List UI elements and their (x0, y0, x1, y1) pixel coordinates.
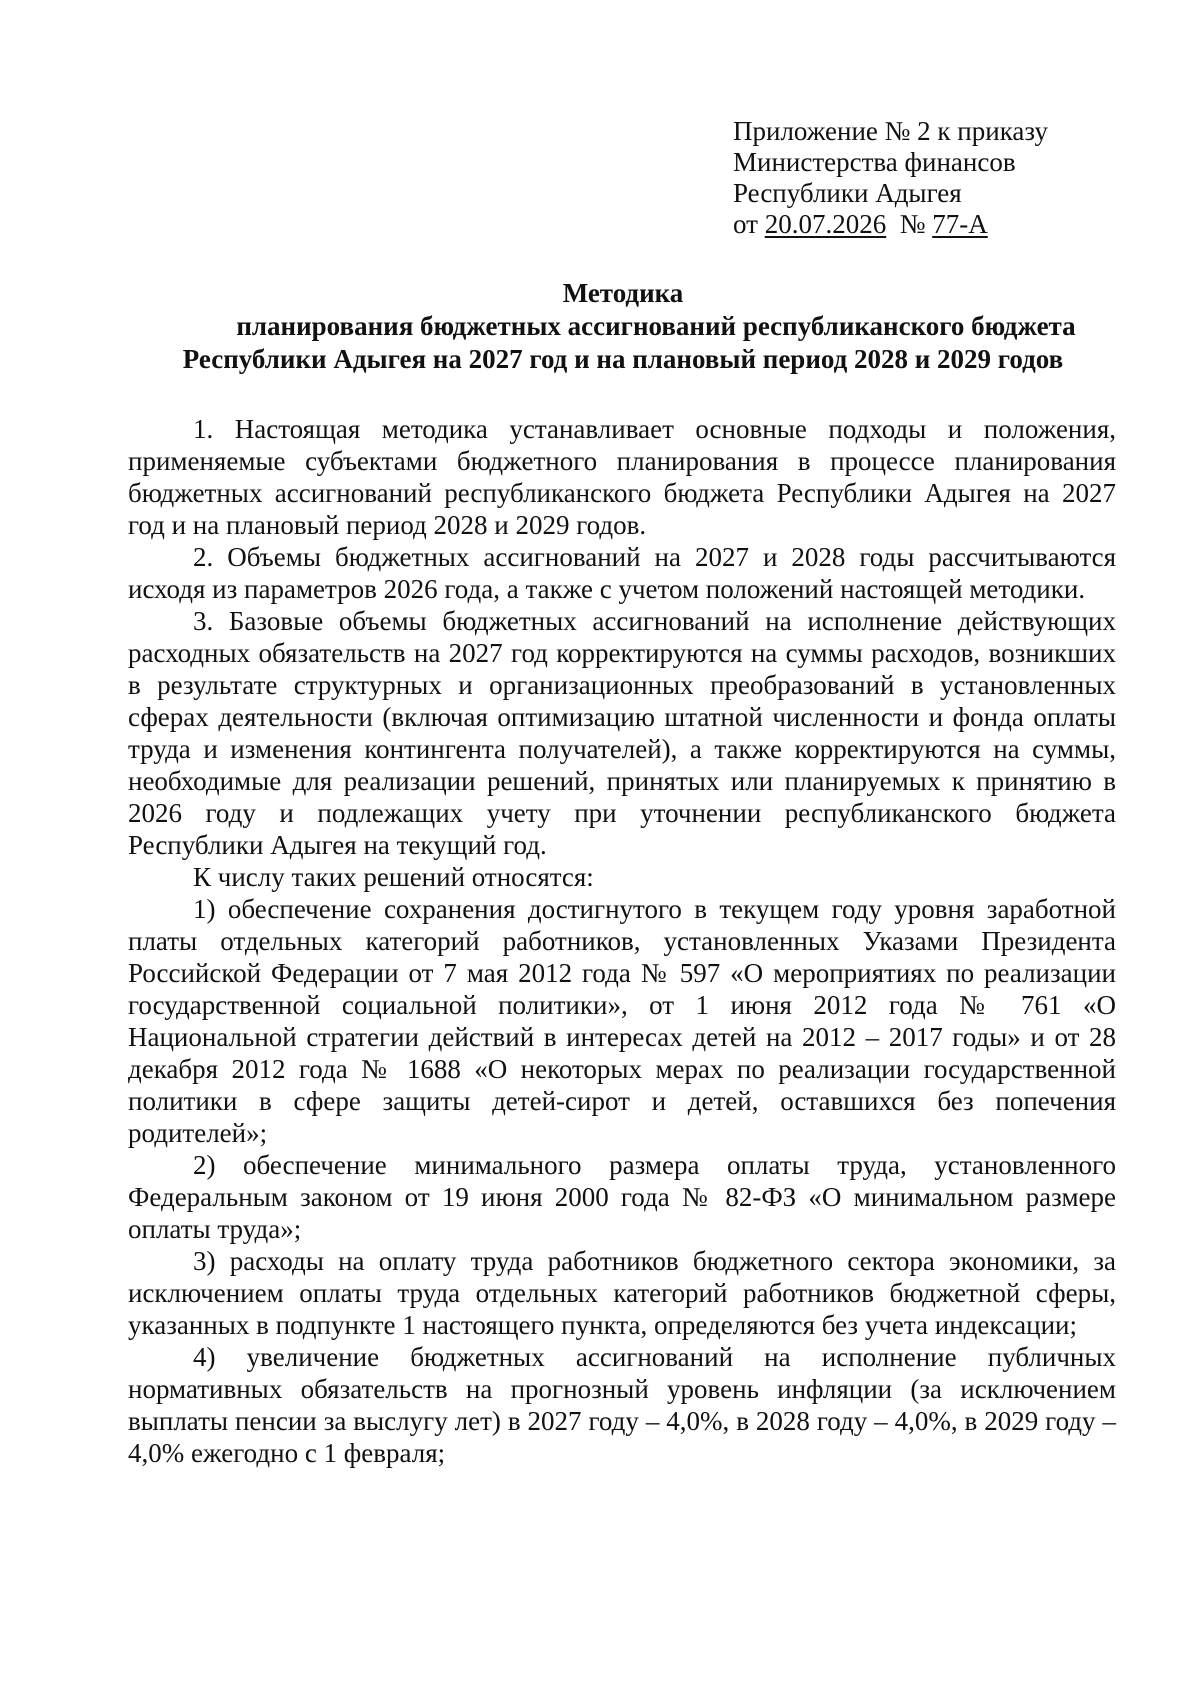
paragraph-3: 3. Базовые объемы бюджетных ассигнований на исполнение действующих расходных обязательств на 2027 год корректируются на суммы расходов, возникших в результате структурных и организационных преобразований в установленных сферах деятельности (включая оптимизацию штатной численности и фонда оплаты труда и изменения контингента получателей), а также корректируются на суммы, необходимые для реализации решений, принятых или планируемых к принятию в 2026 году и подлежащих учету при уточнении республиканского бюджета Республики Адыгея на текущий год. (128, 606, 1116, 860)
appendix-line-2: Министерства финансов (733, 147, 1016, 177)
paragraph-decisions-intro: К числу таких решений относятся: (193, 862, 594, 892)
subitem-2: 2) обеспечение минимального размера оплаты труда, установленного Федеральным законом от 19 июня 2000 года № 82-ФЗ «О минимальном размере оплаты труда»; (128, 1150, 1116, 1244)
appendix-line-1: Приложение № 2 к приказу (733, 116, 1048, 146)
title-line-3: Республики Адыгея на 2027 год и на плановый период 2028 и 2029 годов (182, 344, 1064, 374)
order-prefix: от (733, 209, 765, 239)
subitem-3: 3) расходы на оплату труда работников бюджетного сектора экономики, за исключением оплаты труда отдельных категорий работников бюджетной сферы, указанных в подпункте 1 настоящего пункта, определяются без учета индексации; (128, 1246, 1116, 1340)
document-body (128, 413, 1116, 1469)
paragraph-2: 2. Объемы бюджетных ассигнований на 2027 и 2028 годы рассчитываются исходя из параметров 2026 года, а также с учетом положений настоящей методики. (128, 542, 1116, 604)
order-reference (733, 209, 1153, 240)
document-title (128, 277, 1118, 376)
title-line-2: планирования бюджетных ассигнований республиканского бюджета (236, 311, 1076, 341)
order-date: 20.07.2026 (764, 209, 887, 239)
subitem-1: 1) обеспечение сохранения достигнутого в текущем году уровня заработной платы отдельных категорий работников, установленных Указами Президента Российской Федерации от 7 мая 2012 года № 597 «О мероприятиях по реализации государственной социальной политики», от 1 июня 2012 года № 761 «О Национальной стратегии действий в интересах детей на 2012 – 2017 годы» и от 28 декабря 2012 года № 1688 «О некоторых мерах по реализации государственной политики в сфере защиты детей-сирот и детей, оставшихся без попечения родителей»; (128, 894, 1116, 1148)
order-number: 77-А (932, 209, 988, 239)
appendix-line-3: Республики Адыгея (733, 178, 962, 208)
title-line-1: Методика (562, 278, 684, 308)
subitem-4: 4) увеличение бюджетных ассигнований на исполнение публичных нормативных обязательств на прогнозный уровень инфляции (за исключением выплаты пенсии за выслугу лет) в 2027 году – 4,0%, в 2028 году – 4,0%, в 2029 году – 4,0% ежегодно с 1 февраля; (128, 1342, 1116, 1468)
order-number-prefix: № (886, 209, 933, 239)
appendix-header (733, 116, 1153, 240)
paragraph-1: 1. Настоящая методика устанавливает основные подходы и положения, применяемые субъектами бюджетного планирования в процессе планирования бюджетных ассигнований республиканского бюджета Республики Адыгея на 2027 год и на плановый период 2028 и 2029 годов. (128, 414, 1116, 540)
